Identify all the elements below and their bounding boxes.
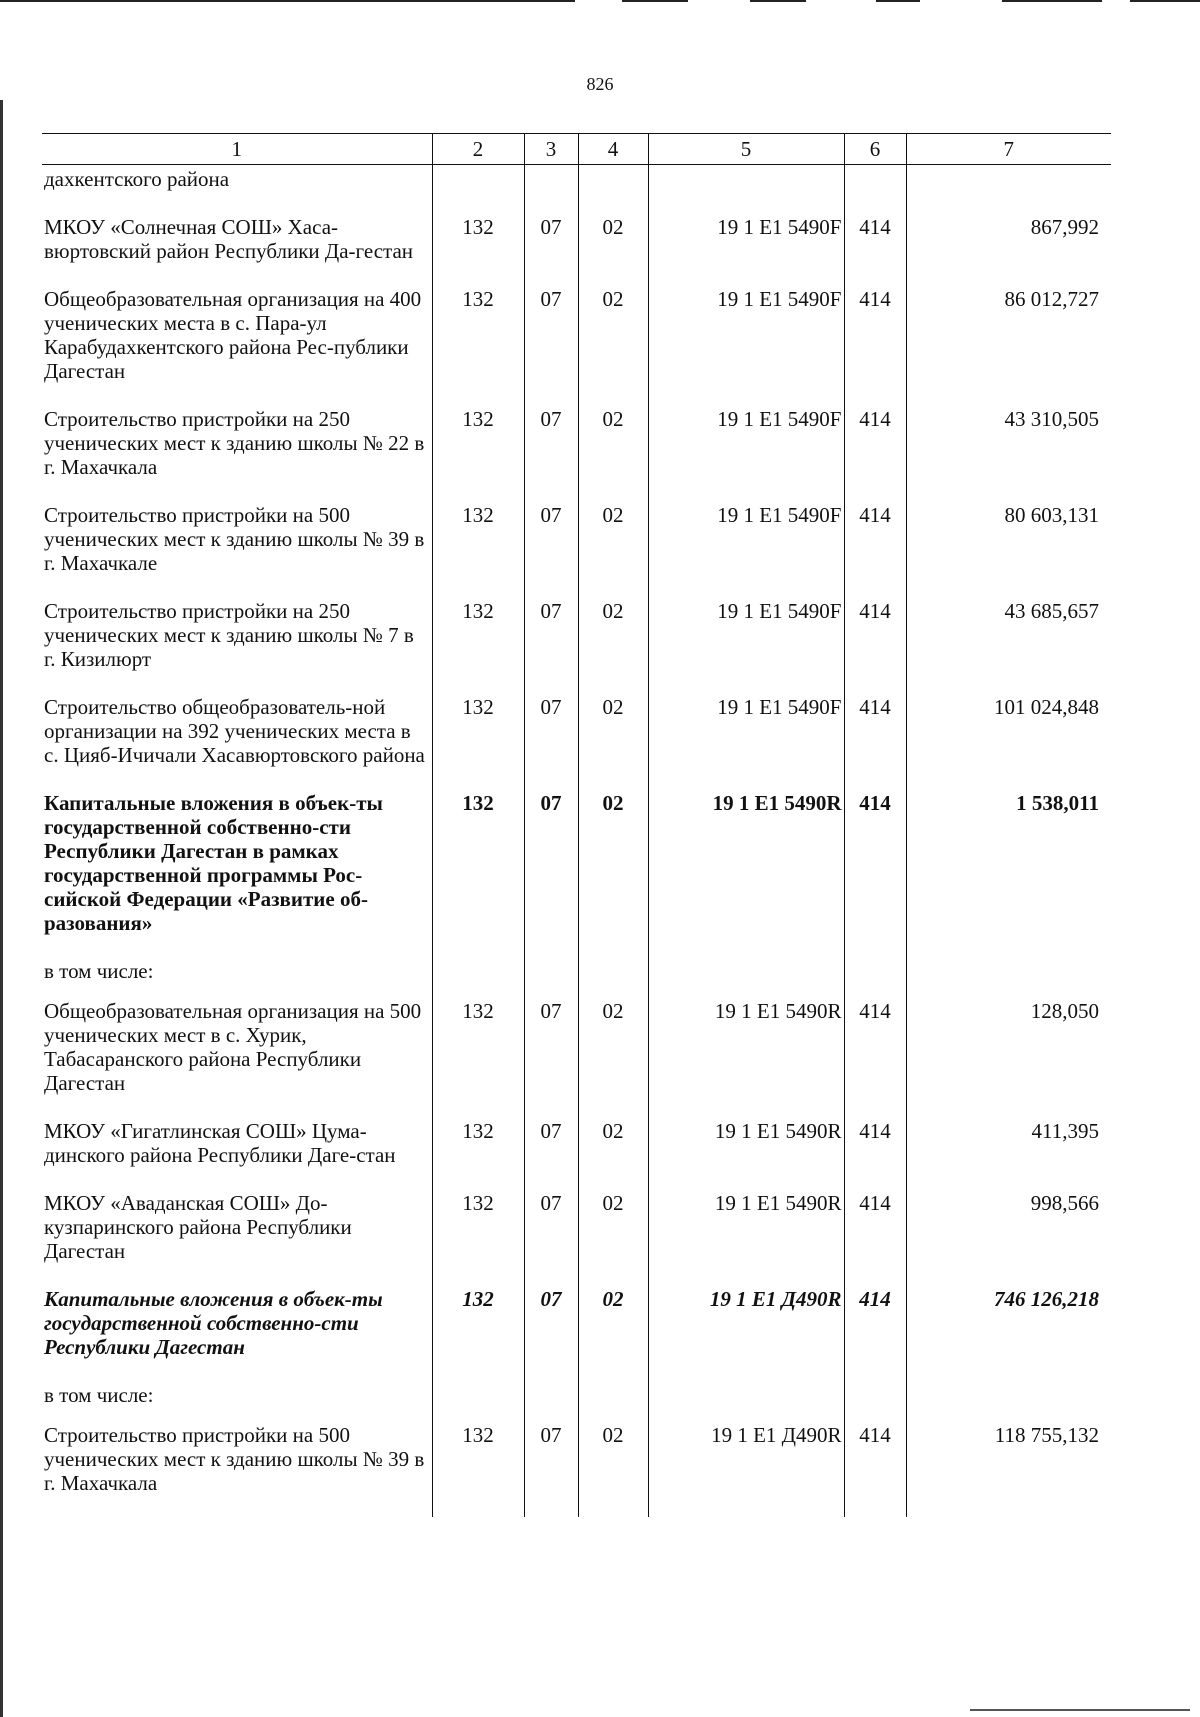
row-section — [524, 1381, 578, 1421]
row-target-article: 19 1 E1 5490F — [648, 597, 844, 693]
row-section — [524, 165, 578, 214]
row-section: 07 — [524, 597, 578, 693]
row-name: МКОУ «Гигатлинская СОШ» Цума-динского района Республики Даге-стан — [44, 1119, 396, 1167]
table-row — [42, 789, 1111, 957]
row-admin-code: 132 — [432, 1285, 524, 1381]
row-admin-code: 132 — [432, 789, 524, 957]
row-target-article: 19 1 E1 5490R — [648, 1117, 844, 1189]
row-expense-type: 414 — [844, 285, 906, 405]
row-name: Строительство пристройки на 500 ученических мест к зданию школы № 39 в г. Махачкале — [44, 503, 425, 575]
row-target-article: 19 1 E1 5490R — [648, 997, 844, 1117]
table-row — [42, 997, 1111, 1117]
row-amount: 1 538,011 — [906, 789, 1111, 957]
table-row — [42, 693, 1111, 789]
header-col-4: 4 — [578, 134, 648, 165]
row-expense-type: 414 — [844, 501, 906, 597]
row-expense-type — [844, 1381, 906, 1421]
row-target-article: 19 1 E1 5490F — [648, 501, 844, 597]
row-admin-code — [432, 957, 524, 997]
header-col-5: 5 — [648, 134, 844, 165]
table-body — [42, 165, 1111, 1518]
header-row — [42, 134, 1111, 165]
row-amount: 43 685,657 — [906, 597, 1111, 693]
row-section: 07 — [524, 1189, 578, 1285]
row-section: 07 — [524, 789, 578, 957]
row-amount: 118 755,132 — [906, 1421, 1111, 1517]
header-col-7: 7 — [906, 134, 1111, 165]
row-amount — [906, 957, 1111, 997]
row-admin-code: 132 — [432, 285, 524, 405]
row-section: 07 — [524, 285, 578, 405]
page-number: 826 — [586, 74, 614, 94]
row-name: в том числе: — [44, 959, 154, 983]
header-col-6: 6 — [844, 134, 906, 165]
row-target-article: 19 1 E1 5490F — [648, 405, 844, 501]
row-section — [524, 957, 578, 997]
row-name: Капитальные вложения в объек-ты государственной собственно-сти Республики Дагестан — [44, 1287, 383, 1359]
header-col-1: 1 — [42, 134, 432, 165]
row-section: 07 — [524, 405, 578, 501]
row-expense-type: 414 — [844, 1189, 906, 1285]
row-admin-code: 132 — [432, 405, 524, 501]
row-name: Строительство общеобразователь-ной организации на 392 ученических места в с. Цияб-Ичичали Хасавюртовского района — [44, 695, 425, 767]
row-target-article: 19 1 E1 5490R — [648, 1189, 844, 1285]
row-subsection — [578, 165, 648, 214]
row-amount: 80 603,131 — [906, 501, 1111, 597]
row-subsection — [578, 1381, 648, 1421]
row-expense-type: 414 — [844, 597, 906, 693]
row-expense-type: 414 — [844, 213, 906, 285]
row-subsection: 02 — [578, 997, 648, 1117]
row-name: МКОУ «Аваданская СОШ» До-кузпаринского района Республики Дагестан — [44, 1191, 352, 1263]
row-section: 07 — [524, 1421, 578, 1517]
row-target-article: 19 1 E1 Д490R — [648, 1421, 844, 1517]
row-subsection: 02 — [578, 213, 648, 285]
row-expense-type: 414 — [844, 1421, 906, 1517]
row-subsection: 02 — [578, 1285, 648, 1381]
row-subsection: 02 — [578, 285, 648, 405]
row-admin-code: 132 — [432, 1421, 524, 1517]
row-admin-code: 132 — [432, 1117, 524, 1189]
header-col-2: 2 — [432, 134, 524, 165]
row-expense-type — [844, 165, 906, 214]
row-subsection — [578, 957, 648, 997]
table-row — [42, 1117, 1111, 1189]
row-expense-type: 414 — [844, 997, 906, 1117]
table-row — [42, 597, 1111, 693]
row-subsection: 02 — [578, 405, 648, 501]
row-amount: 411,395 — [906, 1117, 1111, 1189]
row-admin-code — [432, 1381, 524, 1421]
row-name: МКОУ «Солнечная СОШ» Хаса-вюртовский район Республики Да-гестан — [44, 215, 414, 263]
row-name: Строительство пристройки на 250 ученических мест к зданию школы № 7 в г. Кизилюрт — [44, 599, 414, 671]
row-subsection: 02 — [578, 1421, 648, 1517]
row-admin-code: 132 — [432, 693, 524, 789]
table-row — [42, 405, 1111, 501]
row-target-article: 19 1 E1 5490R — [648, 789, 844, 957]
row-name: Строительство пристройки на 250 ученических мест к зданию школы № 22 в г. Махачкала — [44, 407, 425, 479]
row-subsection: 02 — [578, 1189, 648, 1285]
row-name: дахкентского района — [44, 167, 230, 191]
row-section: 07 — [524, 501, 578, 597]
row-amount: 101 024,848 — [906, 693, 1111, 789]
row-section: 07 — [524, 1117, 578, 1189]
row-expense-type — [844, 957, 906, 997]
row-subsection: 02 — [578, 789, 648, 957]
row-expense-type: 414 — [844, 1285, 906, 1381]
row-expense-type: 414 — [844, 789, 906, 957]
table-row — [42, 501, 1111, 597]
header-col-3: 3 — [524, 134, 578, 165]
scan-left-edge — [0, 100, 3, 1717]
row-amount: 86 012,727 — [906, 285, 1111, 405]
row-section: 07 — [524, 1285, 578, 1381]
row-amount: 998,566 — [906, 1189, 1111, 1285]
table-row — [42, 165, 1111, 214]
row-admin-code: 132 — [432, 213, 524, 285]
scan-top-edge — [0, 0, 1200, 3]
row-amount: 867,992 — [906, 213, 1111, 285]
table-row — [42, 1421, 1111, 1517]
row-section: 07 — [524, 213, 578, 285]
row-target-article — [648, 165, 844, 214]
budget-table — [42, 133, 1111, 1517]
row-target-article — [648, 1381, 844, 1421]
table-row — [42, 957, 1111, 997]
row-target-article: 19 1 E1 5490F — [648, 693, 844, 789]
row-subsection: 02 — [578, 501, 648, 597]
row-amount: 746 126,218 — [906, 1285, 1111, 1381]
row-name: Капитальные вложения в объек-ты государственной собственно-сти Республики Дагестан в рамках государственной программы Рос-сийской Федерации «Развитие об-разования» — [44, 791, 383, 935]
row-section: 07 — [524, 997, 578, 1117]
row-name: Общеобразовательная организация на 500 ученических мест в с. Хурик, Табасаранского района Республики Дагестан — [44, 999, 422, 1095]
row-expense-type: 414 — [844, 1117, 906, 1189]
table-row — [42, 213, 1111, 285]
row-expense-type: 414 — [844, 405, 906, 501]
row-name: Общеобразовательная организация на 400 ученических места в с. Пара-ул Карабудахкентского района Рес-публики Дагестан — [44, 287, 422, 383]
row-subsection: 02 — [578, 693, 648, 789]
row-admin-code: 132 — [432, 997, 524, 1117]
row-name: Строительство пристройки на 500 ученических мест к зданию школы № 39 в г. Махачкала — [44, 1423, 425, 1495]
row-target-article — [648, 957, 844, 997]
table-row — [42, 1285, 1111, 1381]
row-expense-type: 414 — [844, 693, 906, 789]
scan-bottom-mark — [970, 1709, 1190, 1711]
table-row — [42, 1381, 1111, 1421]
row-section: 07 — [524, 693, 578, 789]
row-admin-code: 132 — [432, 1189, 524, 1285]
table-row — [42, 1189, 1111, 1285]
row-subsection: 02 — [578, 1117, 648, 1189]
row-target-article: 19 1 E1 Д490R — [648, 1285, 844, 1381]
row-target-article: 19 1 E1 5490F — [648, 213, 844, 285]
row-target-article: 19 1 E1 5490F — [648, 285, 844, 405]
table-row — [42, 285, 1111, 405]
row-subsection: 02 — [578, 597, 648, 693]
row-name: в том числе: — [44, 1383, 154, 1407]
row-admin-code: 132 — [432, 501, 524, 597]
row-amount — [906, 1381, 1111, 1421]
row-admin-code — [432, 165, 524, 214]
row-amount: 43 310,505 — [906, 405, 1111, 501]
row-admin-code: 132 — [432, 597, 524, 693]
row-amount — [906, 165, 1111, 214]
row-amount: 128,050 — [906, 997, 1111, 1117]
